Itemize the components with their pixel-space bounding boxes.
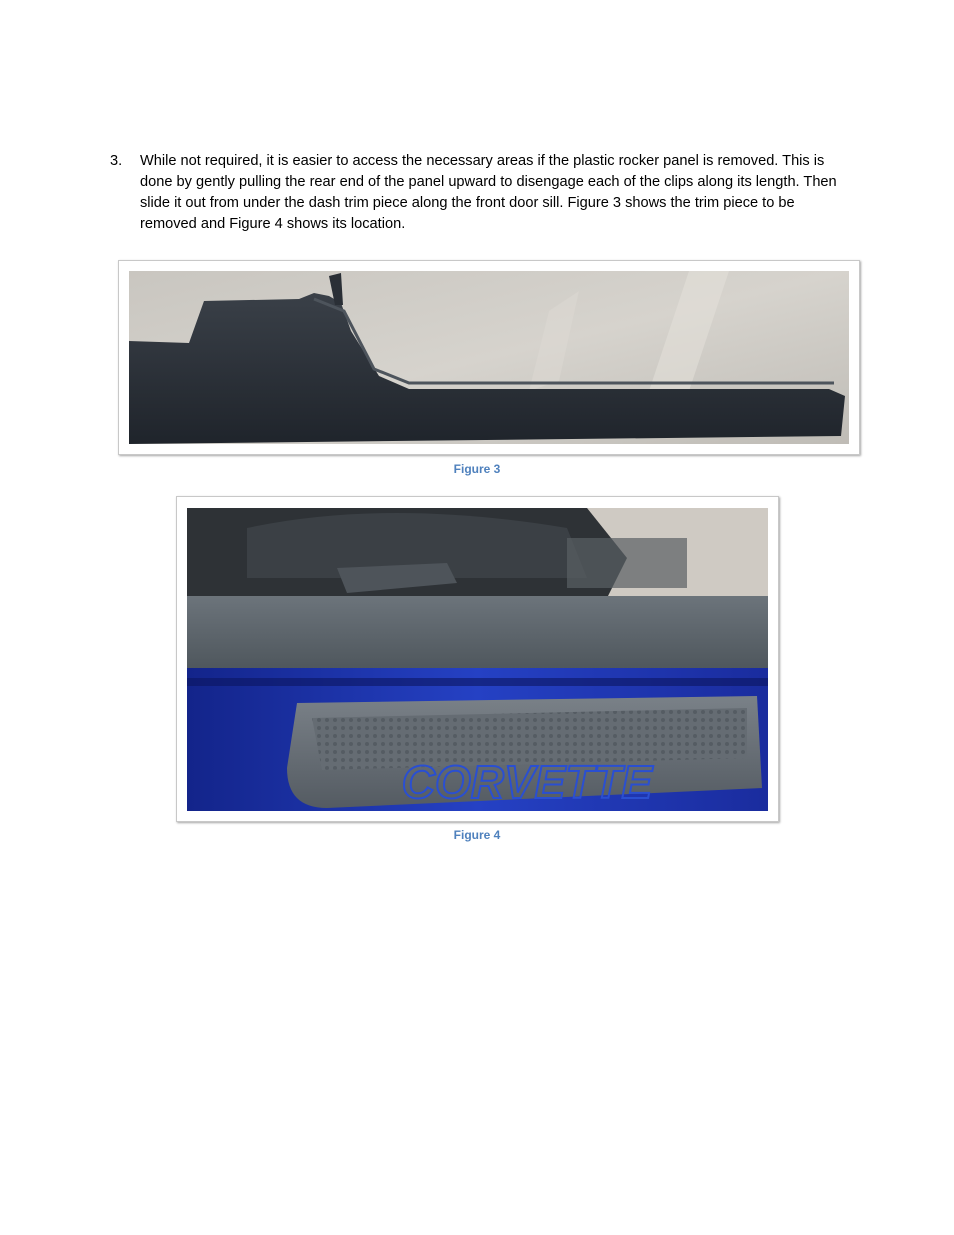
figure-4-frame [176, 496, 779, 822]
step-text: While not required, it is easier to access the necessary areas if the plastic rocker panel is removed. This is done by gently pulling the rear end of the panel upward to disengage each of the clips along its length. Then slide it out from under the dash trim piece along the front door sill. Figure 3 shows the trim piece to be removed and Figure 4 shows its location. [140, 153, 837, 232]
figure-4-photo [187, 508, 768, 811]
corvette-sill-lettering: CORVETTE [401, 756, 653, 808]
figure-4-caption: Figure 4 [453, 828, 501, 842]
instruction-step-3 [110, 151, 840, 235]
figure-3-photo [129, 271, 849, 444]
figure-3-frame [118, 260, 860, 455]
step-number: 3. [110, 153, 123, 169]
figure-3-caption: Figure 3 [453, 462, 501, 476]
